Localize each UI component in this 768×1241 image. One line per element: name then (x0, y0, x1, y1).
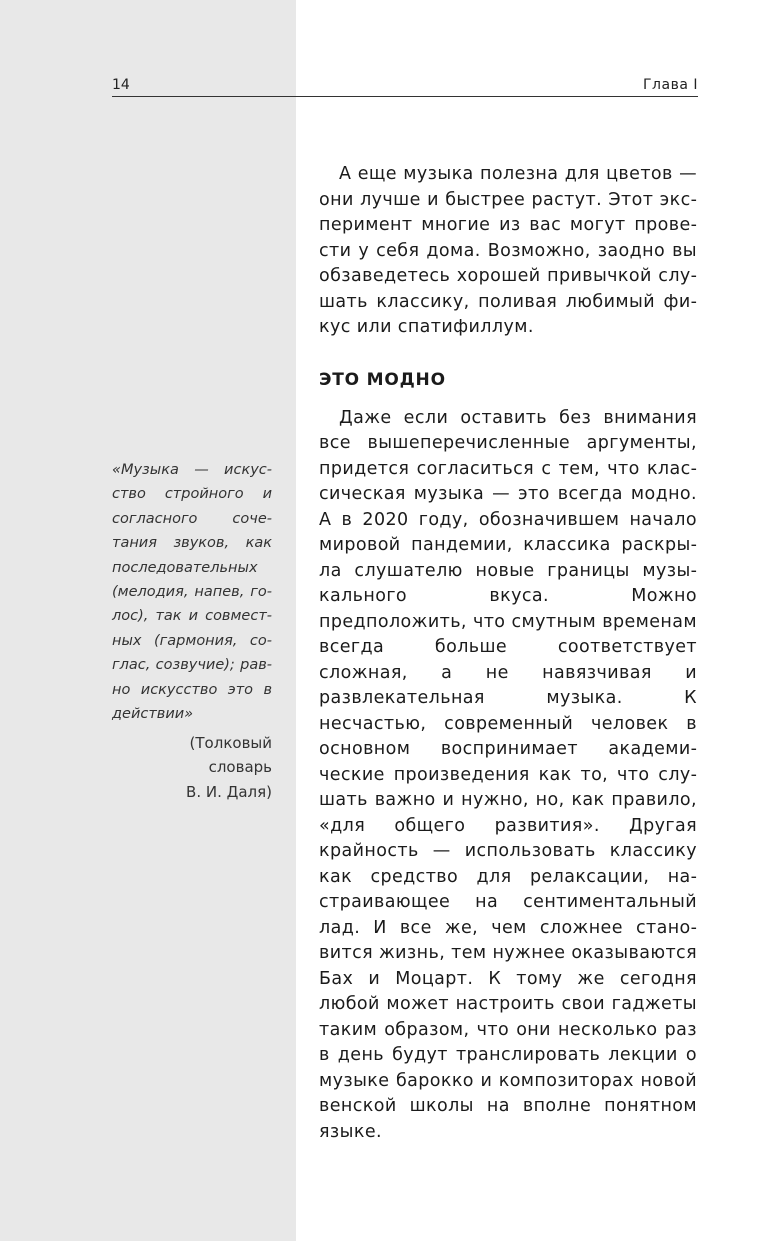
paragraph-flowers: А еще музыка полезна для цветов — они лучше и быстрее растут. Этот эксперимент многие из вас могут провести у себя дома. Возможно, заодно вы обзаведетесь хорошей привычкой слушать классику, поливая любимый фикус или спатифиллум. (319, 164, 697, 337)
sidebar-quote: «Музыка — искусство стройного и согласного сочетания звуков, как последовательных (мелодия, напев, голос), так и совместных (гармония, соглас, созвучие); равно искусство это в действии» (112, 462, 272, 723)
page-number: 14 (112, 77, 130, 93)
quote-source-line-3: В. И. Даля) (186, 782, 272, 801)
header-divider (112, 96, 698, 97)
main-text-column (319, 162, 697, 1145)
section-heading: ЭТО МОДНО (319, 369, 446, 390)
quote-source-line-1: (Толковый (189, 734, 272, 752)
quote-source (112, 731, 272, 804)
page-header (112, 76, 698, 94)
quote-source-line-2: словарь (208, 758, 272, 777)
chapter-title: Глава I (643, 77, 698, 93)
paragraph-fashion: Даже если оставить без внимания все вышеперечисленные аргументы, придется согласиться с тем, что классическая музыка — это всегда модно. А в 2020 году, обозначившем начало мировой пандемии, классика раскрыла слушателю новые границы музыкального вкуса. Можно предположить, что смутным временам всегда больше соответствует сложная, а не навязчивая и развлекательная музыка. К несчастью, современный человек в основном воспринимает академические произведения как то, что слушать важно и нужно, но, как правило, «для общего развития». Другая крайность — использовать классику как средство для релаксации, настраивающее на сентиментальный лад. И все же, чем сложнее становится жизнь, тем нужнее оказываются Бах и Моцарт. К тому же сегодня любой может настроить свои гаджеты таким образом, что они несколько раз в день будут транслировать лекции о музыке барокко и композиторах новой венской школы на вполне понятном языке. (319, 407, 697, 1142)
